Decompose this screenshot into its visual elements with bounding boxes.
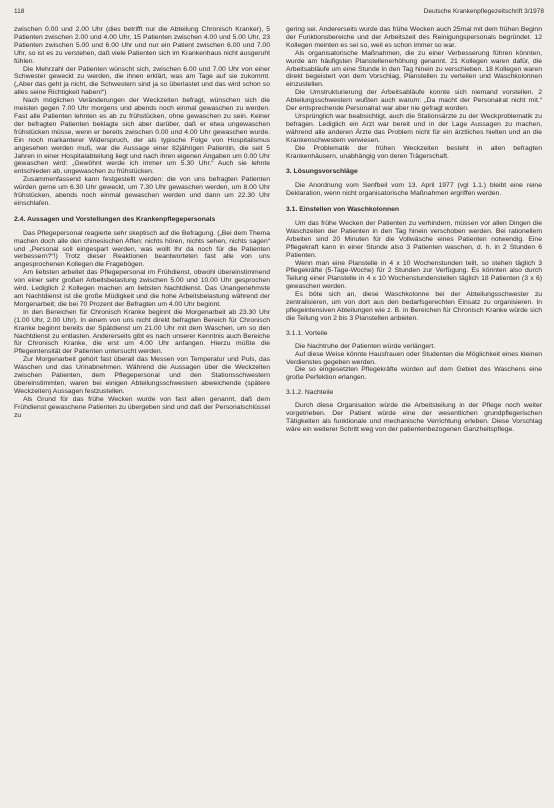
paragraph: Zur Morgenarbeit gehört fast überall das Messen von Temperatur und Puls, das Waschen und das Urinabnehmen. Während die Aussagen über die Weckzeiten zwischen Patienten, dem Pflegepersonal und den Stationsschwestern übereinstimmten, waren bei einigen Abteilungsschwestern abweichende (spätere Weckzeiten) Aussagen festzustellen. <box>14 356 270 395</box>
section-heading-2-4: 2.4. Aussagen und Vorstellungen des Krankenpflegepersonals <box>14 215 216 223</box>
paragraph: zwischen 0.00 und 2.00 Uhr (dies betrifft nur die Abteilung Chronisch Kranker), 5 Patienten zwischen 2.00 und 4.00 Uhr, 15 Patienten zwischen 4.00 und 5.00 Uhr, 23 Patienten zwischen 5.00 und 6.00 Uhr und nur ein Patient zwischen 6.00 und 7.00 Uhr, so ist es zu verstehen, daß viele Patienten sich im Krankenhaus nicht ausgeruht fühlen. <box>14 26 270 65</box>
paragraph: Ursprünglich war beabsichtigt, auch die Stationsärzte zu der Weckproblematik zu befragen. Lediglich ein Arzt war bereit und in der Lage Aussagen zu machen, während alle anderen Ärzte das Problem nicht für ein ärztliches hielten und an die Krankenschwestern verwiesen. <box>286 112 542 144</box>
paragraph: Auf diese Weise könnte Hausfrauen oder Studenten die Möglichkeit eines kleinen Verdienstes gegeben werden. <box>286 350 542 366</box>
subsection-heading-3-1-1: 3.1.1. Vorteile <box>286 329 328 337</box>
left-column <box>14 26 270 804</box>
paragraph: Nach möglichen Veränderungen der Weckzeiten befragt, wünschen sich die meisten gegen 7.00 Uhr morgens und abends noch einmal gewaschen zu werden. Fast alle Patienten lehnten es ab zu frühstücken, ohne gewaschen zu sein. Keiner der befragten Patienten beklagte sich aber darüber, daß er etwa ungewaschen frühstücken müsse, wenn er bereits zwischen 0.00 und 4.00 Uhr gewaschen wurde. Ein noch markanterer Widerspruch, der als typische Folge von Hospitalismus angesehen werden muß, war die Aussage einer 82jährigen Patientin, die seit 5 Jahren in einer Hospitalabteilung liegt und nach ihren eigenen Angaben um 0.00 Uhr gewaschen wird: „Gewöhnt werde ich immer um 5.30 Uhr.“ Auch sie lehnte entschieden ab, ungewaschen zu frühstücken. <box>14 97 270 176</box>
journal-title: Deutsche Krankenpflegezeitschrift 3/1978 <box>423 8 544 15</box>
paragraph: Die Problematik der frühen Weckzeiten besteht in allen befragten Krankenhäusern, unabhängig von deren Trägerschaft. <box>286 144 542 160</box>
paragraph: gering sei. Andererseits wurde das frühe Wecken auch 25mal mit dem frühen Beginn der Funktionsbereiche und der Arbeitszeit des Reinigungspersonals begründet. 12 Kollegen meinten es sei so, weil es schon immer so war. <box>286 26 542 49</box>
paragraph: Um das frühe Wecken der Patienten zu verhindern, müssen vor allen Dingen die Waschzeiten der Patienten in den Tag hinein verschoben werden. Bei rationellem Arbeiten sind 20 Minuten für die Vollwäsche eines Patienten notwendig. Eine Pflegekraft kann in einer Stunde also 3 Patienten waschen, d. h. in 2 Stunden 6 Patienten. <box>286 220 542 259</box>
paragraph: Am liebsten arbeitet das Pflegepersonal im Frühdienst, obwohl übereinstimmend von einer sehr großen Arbeitsbelastung zwischen 5.00 und 10.00 Uhr gesprochen wird. Lediglich 2 Kollegen machen am liebsten Nachtdienst. Das Unangenehmste am Nachtdienst ist die große Müdigkeit und die hohe Arbeitsbelastung während der Morgenarbeit; die bei 70 Prozent der Befragten um 4.00 Uhr beginnt. <box>14 269 270 308</box>
paragraph: Als organisatorische Maßnahmen, die zu einer Verbesserung führen könnten, wurde am häufigsten Planstellenerhöhung genannt. 21 Kollegen waren dafür, die Arbeitsabläufe um eine Stunde in den Tag hinein zu verschieben. 18 Kollegen waren direkt begeistert von dem Vorschlag, Planstellen zu verteilen und Waschkolonnen einzustellen. <box>286 49 542 89</box>
paragraph: Die Anordnung vom Senfbeil vom 13. April 1977 (vgl 1.1.) bleibt eine reine Deklaration, wenn nicht organisatorische Maßnahmen ergriffen werden. <box>286 182 542 198</box>
paragraph: Die Nachtruhe der Patienten würde verlängert. <box>295 342 436 350</box>
paragraph: Wenn man eine Planstelle in 4 x 10 Wochenstunden teilt, so stehen täglich 3 Pflegekräfte (5-Tage-Woche) für 2 Stunden zur Verfügung. Es könnten also durch Teilung einer Planstelle in 4 x 10 Wochenstundenstellen täglich 18 Patienten (3 x 6) gewaschen werden. <box>286 259 542 291</box>
paragraph: Das Pflegepersonal reagierte sehr skeptisch auf die Befragung. („Bei dem Thema machen doch alle den chinesischen Affen: nichts hören, nichts sehen, nichts sagen“ und „Personal soll eingespart werden, was wollt Ihr da noch für die Patienten verbessern?“!) Trotz dieser Reaktionen beantworteten fast alle von uns angesprochenen Kollegen die Fragebögen. <box>14 229 270 269</box>
paragraph: Zusammenfassend kann festgestellt werden: die von uns befragten Patienten würden gerne um 6.30 Uhr geweckt, um 7.30 Uhr gewaschen werden, um 8.00 Uhr frühstücken, abends noch einmal gewaschen werden und dann um 22.30 Uhr einschlafen. <box>14 176 270 207</box>
paragraph: Die so eingesetzten Pflegekräfte würden auf dem Gebiet des Waschens eine große Perfektion erlangen. <box>286 366 542 382</box>
paragraph: Die Mehrzahl der Patienten wünscht sich, zwischen 6.00 und 7.00 Uhr von einer Schwester geweckt zu werden, die ihnen erklärt, was am Tage auf sie zukommt. („Aber das geht ja nicht, die Schwestern sind ja so überlastet und das wird schon so alles seine Richtigkeit haben!“) <box>14 65 270 97</box>
section-heading-3-1: 3.1. Einstellen von Waschkolonnen <box>286 206 400 214</box>
subsection-heading-3-1-2: 3.1.2. Nachteile <box>286 389 334 397</box>
right-column <box>286 26 542 804</box>
paragraph: In den Bereichen für Chronisch Kranke beginnt die Morgenarbeit ab 23.30 Uhr (1.00 Uhr, 2.00 Uhr). In einem von uns nicht direkt befragten Bereich für Chronisch Kranke beginnt bereits der Spätdienst um 21.00 Uhr mit dem Waschen, um so den Nachtdienst zu entlasten. Andererseits gibt es nach unserer Kenntnis auch Bereiche für Chronisch Kranke, die erst um 4.00 Uhr anfangen. Hierzu müßte die Pflegeintensität der Patienten untersucht werden. <box>14 308 270 356</box>
paragraph: Als Grund für das frühe Wecken wurde von fast allen genannt, daß dem Frühdienst gewaschene Patienten zu übergeben sind und daß der Personalschlüssel zu <box>14 395 270 419</box>
paragraph: Durch diese Organisation würde die Arbeitsteilung in der Pflege noch weiter vorgetrieben. Der Patient würde eine der wesentlichen grundpflegerischen Tätigkeiten als funktionale und mechanische Verrichtung erleben. Diese Vorschlag wäre ein weiterer Schritt weg von der patientenbezogenen Ganzheitspflege. <box>286 402 542 433</box>
running-header <box>14 7 544 17</box>
paragraph: Die Umstrukturierung der Arbeitsabläufe konnte sich niemand vorstellen. 2 Abteilungsschwestern wußten auch warum: „Da macht der Personalrat nicht mit.“ Der entsprechende Personalrat war aber nie gefragt worden. <box>286 89 542 113</box>
page-number: 118 <box>14 8 25 15</box>
section-heading-3: 3. Lösungsvorschläge <box>286 168 358 176</box>
paragraph: Es böte sich an, diese Waschkolonne bei der Abteilungsschwester zu zentralisieren, um von dort aus den bedarfsgerechten Einsatz zu organisieren. In pflegeintensiven Abteilungen wie z. B. in Bereichen für Chronisch Kranke würde sich die Teilung von 2 bis 3 Planstellen anbieten. <box>286 291 542 322</box>
